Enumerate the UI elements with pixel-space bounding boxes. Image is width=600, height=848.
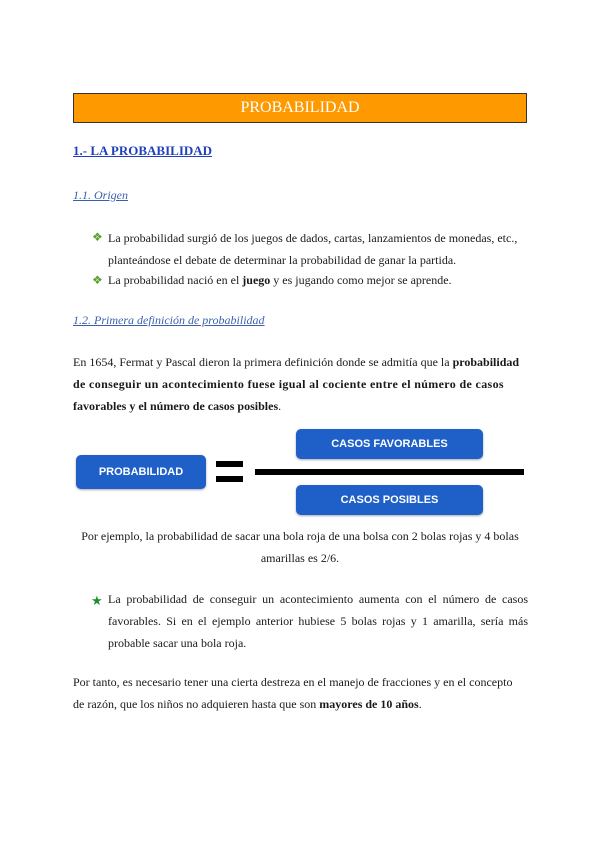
section-heading: 1.- LA PROBABILIDAD <box>73 143 213 158</box>
casos-posibles-box: CASOS POSIBLES <box>296 485 483 515</box>
closing-paragraph <box>73 671 527 715</box>
origen-bullet-1-line1: La probabilidad surgió de los juegos de dados, cartas, lanzamientos de monedas, etc., <box>108 231 518 245</box>
example-paragraph <box>60 525 540 569</box>
fraction-line <box>255 469 524 475</box>
star-bullet-icon: ★ <box>91 593 103 608</box>
origen-bullet-1-line2: planteándose el debate de determinar la probabilidad de ganar la partida. <box>108 253 457 267</box>
page-title: PROBABILIDAD <box>73 93 527 123</box>
text: amarillas es 2/6. <box>260 551 340 565</box>
text: . <box>418 697 422 711</box>
equals-sign-top <box>216 461 243 467</box>
text: En 1654, Fermat y Pascal dieron la primera definición donde se admitía que la <box>73 355 453 369</box>
subsection-origen: 1.1. Origen <box>73 188 128 202</box>
text: La probabilidad de conseguir un acontecimiento aumenta con el número de casos <box>108 592 528 606</box>
probabilidad-box: PROBABILIDAD <box>76 455 206 489</box>
text: Por ejemplo, la probabilidad de sacar una bola roja de una bolsa con 2 bolas rojas y 4 bolas <box>81 529 519 543</box>
diamond-bullet-icon: ❖ <box>92 273 103 287</box>
text: . <box>278 399 282 413</box>
text: La probabilidad nació en el <box>108 273 243 287</box>
bold-text: favorables y el número de casos posibles <box>73 399 279 413</box>
star-bullet-paragraph <box>108 588 528 654</box>
definition-paragraph <box>73 351 527 417</box>
text: probable sacar una bola roja. <box>108 636 247 650</box>
text: Por tanto, es necesario tener una cierta destreza en el manejo de fracciones y en el concepto <box>73 675 513 689</box>
origen-bullet-1 <box>108 227 528 271</box>
equals-sign-bottom <box>216 476 243 482</box>
bold-text: mayores de 10 años <box>319 697 419 711</box>
text: favorables. Si en el ejemplo anterior hubiese 5 bolas rojas y 1 amarilla, sería más <box>108 614 528 628</box>
text: y es jugando como mejor se aprende. <box>270 273 452 287</box>
subsection-definicion: 1.2. Primera definición de probabilidad <box>73 313 265 327</box>
origen-bullet-2 <box>108 269 452 291</box>
bold-text: probabilidad <box>452 355 520 369</box>
bold-text: de conseguir un acontecimiento fuese igual al cociente entre el número de casos <box>73 377 504 391</box>
casos-favorables-box: CASOS FAVORABLES <box>296 429 483 459</box>
bold-juego: juego <box>242 273 271 287</box>
text: de razón, que los niños no adquieren hasta que son <box>73 697 320 711</box>
diamond-bullet-icon: ❖ <box>92 230 103 244</box>
